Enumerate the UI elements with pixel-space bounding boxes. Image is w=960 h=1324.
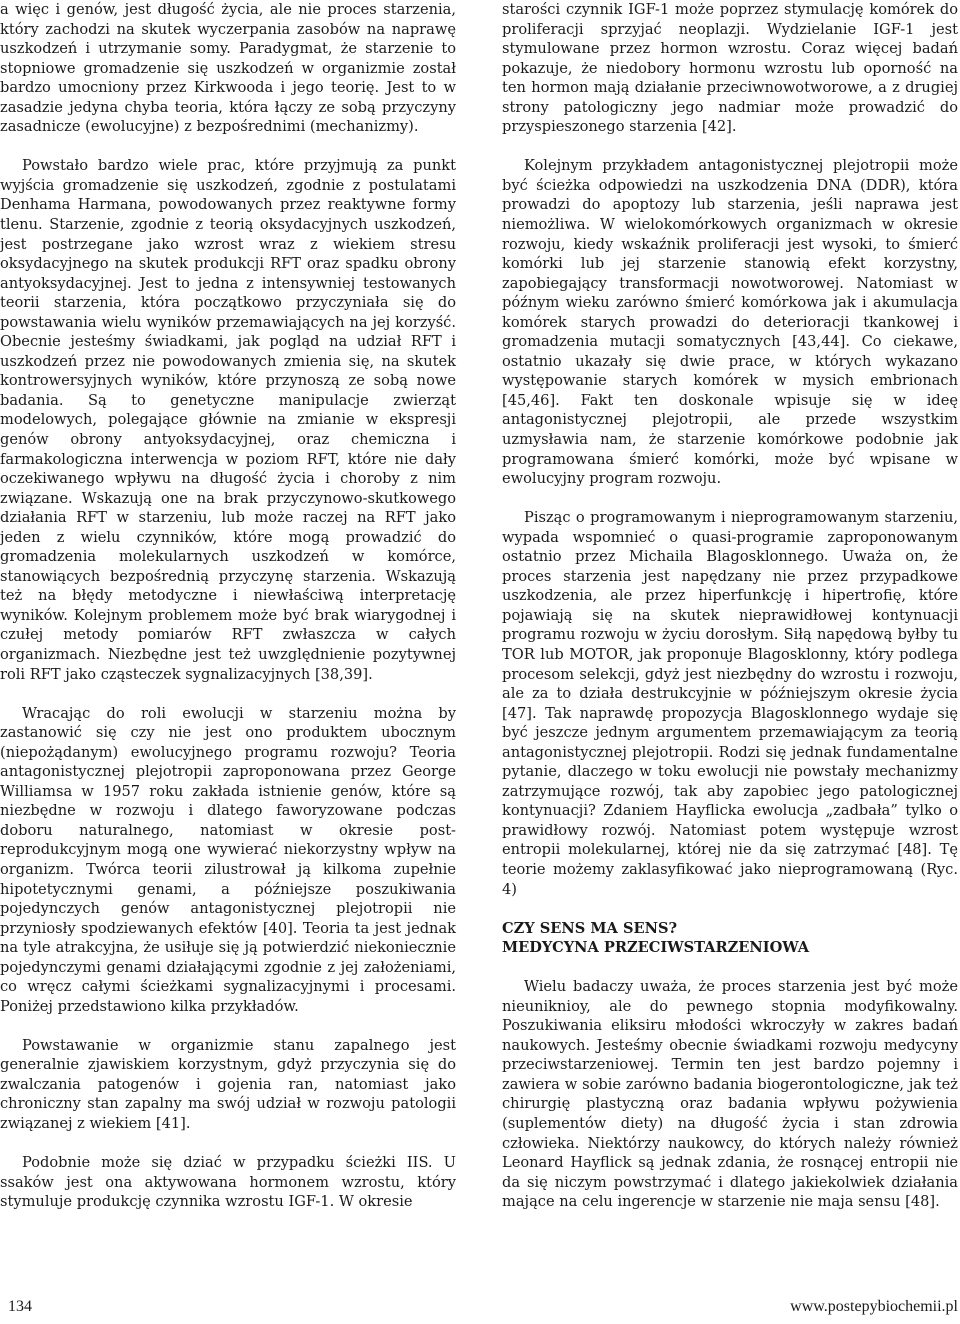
body-paragraph: Wracając do roli ewolucji w starzeniu można by zastanowić się czy nie jest ono produktem ubocznym (niepożądanym) ewolucyjnego programu rozwoju? Teoria antagonistycznej plejotropii zaproponowana przez George Williamsa w 1957 roku zakłada istnienie genów, które są niezbędne w rozwoju i dlatego faworyzowane podczas doboru naturalnego, natomiast w okresie post-reprodukcyjnym mogą one wywierać niekorzystny wpływ na organizm. Twórca teorii zilustrował ją kilkoma zupełnie hipotetycznymi genami, a późniejsze poszukiwania pojedynczych genów antagonistycznej plejotropii nie przyniosły spodziewanych efektów [40]. Teoria ta jest jednak na tyle atrakcyjna, że usiłuje się ją potwierdzić niekoniecznie pojedynczymi genami działającymi zgodnie z jej założeniami, co wręcz całymi ścieżkami sygnalizacyjnymi i procesami. Poniżej przedstawiono kilka przykładów. — [0, 704, 456, 1015]
body-paragraph: Wielu badaczy uważa, że proces starzenia jest być może nieuniknioy, ale do pewnego stopnia modyfikowalny. Poszukiwania eliksiru młodości wkroczyły w zakres badań naukowych. Jesteśmy obecnie świadkami rozwoju medycyny przeciwstarzeniowej. Termin ten jest bardzo pojemny i zawiera w sobie zarówno badania biogerontologiczne, jak też chirurgię plastyczną oraz badania wpływu pożywienia (suplementów diety) na długość życia i stan zdrowia człowieka. Niektórzy naukowcy, do których należy również Leonard Hayflick są jednak zdania, że rosnącej entropii nie da się niczym powstrzymać i dlatego jakiekolwiek działania mające na celu ingerencje w starzenie nie maja sensu [48]. — [502, 978, 958, 1211]
body-paragraph: Podobnie może się dziać w przypadku ścieżki IIS. U ssaków jest ona aktywowana hormonem wzrostu, który stymuluje produkcję czynnika wzrostu IGF-1. W okresie — [0, 1154, 456, 1211]
body-paragraph: Powstało bardzo wiele prac, które przyjmują za punkt wyjścia gromadzenie się uszkodzeń, zgodnie z postulatami Denhama Harmana, powodowanych przez reaktywne formy tlenu. Starzenie, zgodnie z teorią oksydacyjnych uszkodzeń, jest postrzegane jako wzrost wraz z wiekiem stresu oksydacyjnego na skutek produkcji RFT oraz spadku obrony antyoksydacyjnej. Jest to jedna z intensywniej testowanych teorii starzenia, która początkowo przyczyniała się do powstawania wielu wyników przemawiających na jej korzyść. Obecnie jesteśmy świadkami, jak pogląd na udział RFT i uszkodzeń przez nie powodowanych zmienia się, na skutek kontrowersyjnych wyników, które przynoszą ze sobą nowe badania. Są to genetyczne manipulacje zwierząt modelowych, polegające głównie na zmianie w ekspresji genów obrony antyoksydacyjnej, oraz chemiczna i farmakologiczna interwencja w poziom RFT, które nie dały oczekiwanego wpływu na długość życia i choroby z nim związane. Wskazują one na brak przyczynowo-skutkowego działania RFT w starzeniu, lub może raczej na RFT jako jeden z wielu czynników, które mogą prowadzić do gromadzenia molekularnych uszkodzeń w komórce, stanowiących bezpośrednią przyczynę starzenia. Wskazują też na błędy metodyczne i niewłaściwą interpretację wyników. Kolejnym problemem może być brak wiarygodnej i czułej metody pomiarów RFT zwłaszcza w całych organizmach. Niezbędne jest też uwzględnienie pozytywnej roli RFT jako cząsteczek sygnalizacyjnych [38,39]. — [0, 157, 456, 683]
right-column — [502, 0, 958, 1212]
body-paragraph: a więc i genów, jest długość życia, ale nie proces starzenia, który zachodzi na skutek wyczerpania zasobów na naprawę uszkodzeń i utrzymanie somy. Paradygmat, że starzenie to stopniowe gromadzenie się uszkodzeń w organizmie został bardzo umocniony przez Kirkwooda i jego teorię. Jest to w zasadzie jedyna chyba teoria, która łączy ze sobą przyczyny zasadnicze (ewolucyjne) z bezpośrednimi (mechanizmy). — [0, 1, 456, 136]
body-paragraph: Pisząc o programowanym i nieprogramowanym starzeniu, wypada wspomnieć o quasi-programie zaproponowanym ostatnio przez Michaila Blagosklonnego. Uważa on, że proces starzenia jest napędzany nie przez przypadkowe uszkodzenia, ale przez hiperfunkcję i hipertrofię, które pojawiają się na skutek nieprawidłowej kontynuacji programu rozwoju w życiu dorosłym. Siłą napędową byłby tu TOR lub MOTOR, jak proponuje Blagosklonny, który podlega procesom selekcji, gdyż jest niezbędny do wzrostu i rozwoju, ale za to działa destrukcyjnie w późniejszym okresie życia [47]. Tak naprawdę propozycja Blagosklonnego wydaje się być jeszcze jednym argumentem przemawiającym za teorią antagonistycznej plejotropii. Rodzi się jednak fundamentalne pytanie, dlaczego w toku ewolucji nie powstały mechanizmy zatrzymujące rozwój, tak aby zapobiec jego patologicznej kontynuacji? Zdaniem Hayflicka ewolucja „zadbała” tylko o prawidłowy rozwój. Natomiast potem występuje wzrost entropii molekularnej, której nie da się zatrzymać [48]. Tę teorie możemy zaklasyfikować jako nieprogramowaną (Ryc. 4) — [502, 509, 958, 898]
page-number: 134 — [8, 1298, 32, 1315]
left-column — [0, 0, 456, 1212]
section-heading-line-1: CZY SENS MA SENS? — [502, 919, 678, 937]
journal-website: www.postepybiochemii.pl — [790, 1298, 958, 1315]
page-footer — [0, 1298, 960, 1322]
body-paragraph: starości czynnik IGF-1 może poprzez stymulację komórek do proliferacji sprzyjać neoplazji. Wydzielanie IGF-1 jest stymulowane przez hormon wzrostu. Coraz więcej badań pokazuje, że niedobory hormonu wzrostu lub oporność na ten hormon mają działanie przeciwnowotworowe, a z drugiej strony patologiczny jego nadmiar może prowadzić do przyspieszonego starzenia [42]. — [502, 1, 958, 136]
body-paragraph: Powstawanie w organizmie stanu zapalnego jest generalnie zjawiskiem korzystnym, gdyż przyczynia się do zwalczania patogenów i gojenia ran, natomiast jako chroniczny stan zapalny ma swój udział w rozwoju patologii związanej z wiekiem [41]. — [0, 1036, 456, 1133]
section-heading-line-2: MEDYCYNA PRZECIWSTARZENIOWA — [502, 939, 810, 957]
body-paragraph: Kolejnym przykładem antagonistycznej plejotropii może być ścieżka odpowiedzi na uszkodzenia DNA (DDR), która prowadzi do apoptozy lub starzenia, jeśli naprawa jest niemożliwa. W wielokomórkowych organizmach w okresie rozwoju, kiedy wskaźnik proliferacji jest wysoki, to śmierć komórki lub jej starzenie stanowią efekt korzystny, zapobiegający transformacji nowotworowej. Natomiast w późnym wieku zarówno śmierć komórkowa jak i akumulacja komórek starych prowadzi do deterioracji tkankowej i gromadzenia mutacji somatycznych [43,44]. Co ciekawe, ostatnio ukazały się dwie prace, w których wykazano występowanie starych komórek w mysich embrionach [45,46]. Fakt ten doskonale wpisuje się w ideę antagonistycznej plejotropii, ale przede wszystkim uzmysławia nam, że starzenie komórkowe podobnie jak programowana śmierć komórki, może być wpisane w ewolucyjny program rozwoju. — [502, 157, 958, 488]
section-heading — [502, 919, 958, 958]
